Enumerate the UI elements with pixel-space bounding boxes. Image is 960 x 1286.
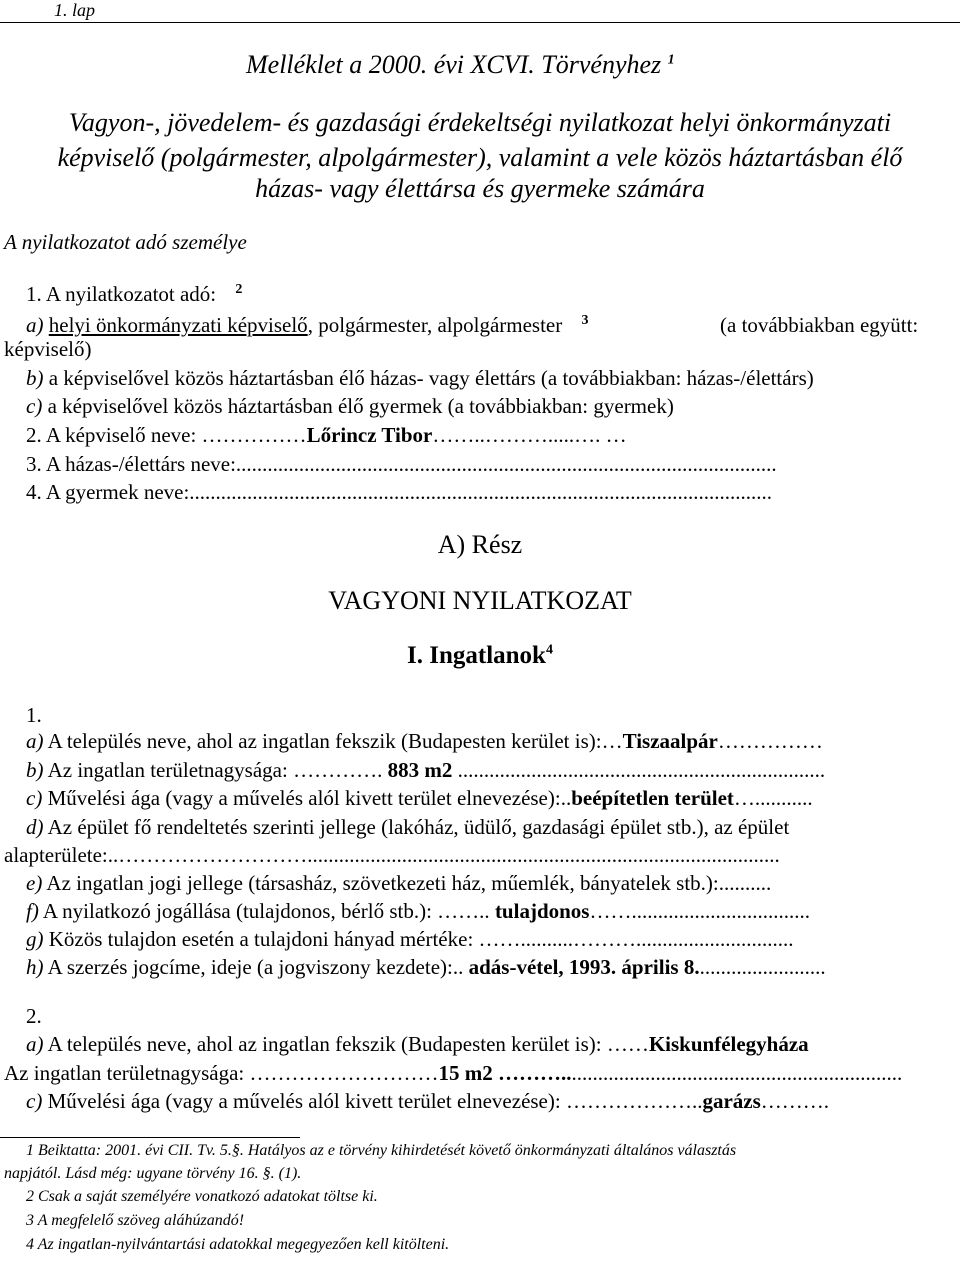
property-1-a-prefix: a): [26, 729, 44, 753]
footnote-marker-4: 4: [545, 642, 553, 658]
property-1-c-prefix: c): [26, 786, 43, 810]
property-1-number: 1.: [26, 703, 42, 727]
page-number-label: 1. lap: [54, 0, 96, 20]
property-1-settlement: [26, 729, 823, 754]
property-1-c-fill: …...........: [733, 786, 813, 810]
property-1-e-prefix: e): [26, 871, 43, 895]
option-a-prefix: a): [26, 313, 44, 337]
property-2-cultivation: [26, 1089, 829, 1114]
property-1-acquisition-value: adás-vétel, 1993. április 8.: [468, 955, 700, 979]
declarant-item-1-text: 1. A nyilatkozatot adó:: [26, 282, 217, 306]
property-1-ownership: [26, 899, 810, 924]
declarant-option-a: [26, 313, 589, 338]
property-1-a-fill: ……………: [717, 729, 823, 753]
representative-name-fill: ……..……….....…. …: [432, 423, 627, 447]
footnote-marker-2: 2: [235, 282, 243, 297]
property-1-cultivation: [26, 786, 813, 811]
child-name-row: 4. A gyermek neve:...............................................................................................................: [26, 480, 773, 504]
property-2-c-prefix: c): [26, 1089, 43, 1113]
property-1-f-fill: ……..................................: [589, 899, 810, 923]
property-1-floor-area: alapterülete:..………………………..........................................................................................: [4, 843, 780, 867]
declarant-item-1: [26, 282, 242, 307]
property-2-a-text: A település neve, ahol az ingatlan fekszik (Budapesten kerület is): ……: [47, 1032, 649, 1056]
declarant-section-label: A nyilatkozatot adó személye: [4, 230, 247, 254]
footnote-3: 3 A megfelelő szöveg aláhúzandó!: [26, 1212, 245, 1229]
document-title-line-2: képviselő (polgármester, alpolgármester), valamint a vele közös háztartásban élő: [57, 143, 903, 172]
footnote-4: 4 Az ingatlan-nyilvántartási adatokkal megegyezően kell kitölteni.: [26, 1236, 450, 1253]
property-2-number: 2.: [26, 1004, 42, 1028]
property-1-b-prefix: b): [26, 758, 44, 782]
document-title-line-1: Vagyon-, jövedelem- és gazdasági érdekeltségi nyilatkozat helyi önkormányzati: [68, 108, 892, 137]
representative-name-value: Lőrincz Tibor: [306, 423, 433, 447]
footnote-1-line-2: napjától. Lásd még: ugyane törvény 16. §. (1).: [4, 1165, 302, 1182]
real-estate-section-title: [0, 642, 960, 670]
spouse-name-row: 3. A házas-/élettárs neve:.......................................................................................................: [26, 452, 777, 476]
part-a-title: A) Rész: [437, 530, 523, 559]
option-a-tail: (a továbbiakban együtt:: [720, 313, 919, 337]
footnote-2: 2 Csak a saját személyére vonatkozó adatokat töltse ki.: [26, 1188, 378, 1205]
property-1-h-text: A szerzés jogcíme, ideje (a jogviszony kezdete):..: [47, 955, 464, 979]
option-b-text: a képviselővel közös háztartásban élő házas- vagy élettárs (a továbbiakban: házas-/élettárs): [48, 366, 814, 390]
option-b-prefix: b): [26, 366, 44, 390]
declaration-title: VAGYONI NYILATKOZAT: [328, 586, 632, 615]
property-1-ownership-value: tulajdonos: [494, 899, 590, 923]
property-2-area: [4, 1061, 946, 1086]
property-1-share: [26, 927, 946, 952]
property-2-b-text: Az ingatlan területnagysága: ………………………: [4, 1061, 439, 1085]
property-1-h-fill: ........................: [699, 955, 826, 979]
property-1-e-text: Az ingatlan jogi jellege (társasház, szövetkezeti ház, műemlék, bányatelek stb.):..........: [46, 871, 772, 895]
property-1-acquisition: [26, 955, 826, 980]
property-1-a-text: A település neve, ahol az ingatlan fekszik (Budapesten kerület is):…: [47, 729, 623, 753]
property-2-settlement: [26, 1032, 809, 1057]
property-2-a-prefix: a): [26, 1032, 44, 1056]
property-1-c-text: Művelési ága (vagy a művelés alól kivett terület elnevezése):..: [47, 786, 572, 810]
property-2-area-value: 15 m2 ………..: [438, 1061, 572, 1085]
property-1-b-text: Az ingatlan területnagysága: ………….: [47, 758, 383, 782]
property-1-d-prefix: d): [26, 815, 44, 839]
property-1-area: [26, 758, 946, 783]
option-c-prefix: c): [26, 394, 43, 418]
property-2-b-fill: ...............................................................: [571, 1061, 903, 1085]
footnote-1-line-1: 1 Beiktatta: 2001. évi CII. Tv. 5.§. Hatályos az e törvény kihirdetését követő önkormányzati általános választás: [26, 1142, 737, 1159]
declarant-option-c: [26, 394, 674, 419]
property-1-area-value: 883 m2: [387, 758, 453, 782]
property-1-settlement-value: Tiszaalpár: [622, 729, 718, 753]
footnote-marker-3: 3: [581, 313, 589, 328]
property-1-g-prefix: g): [26, 927, 44, 951]
option-a-underlined: helyi önkormányzati képviselő: [48, 313, 308, 337]
representative-name-row: [26, 423, 627, 448]
property-1-legal-nature: [26, 871, 946, 896]
real-estate-section-text: I. Ingatlanok: [407, 642, 546, 669]
representative-name-label: 2. A képviselő neve: ……………: [26, 423, 307, 447]
property-2-c-text: Művelési ága (vagy a művelés alól kivett terület elnevezése): ………………..: [47, 1089, 703, 1113]
option-a-rest: , polgármester, alpolgármester: [307, 313, 563, 337]
appendix-reference: [246, 50, 675, 80]
option-a-continuation: képviselő): [4, 337, 92, 361]
property-1-cultivation-value: beépítetlen terület: [571, 786, 734, 810]
footnote-divider: [0, 1137, 300, 1138]
declarant-option-b: [26, 366, 814, 391]
property-1-g-text: Közös tulajdon esetén a tulajdoni hányad mértéke: ……..........………..............................: [48, 927, 794, 951]
property-1-d-text: Az épület fő rendeltetés szerinti jellege (lakóház, üdülő, gazdasági épület stb.), az épület: [47, 815, 790, 839]
property-2-c-fill: ……….: [760, 1089, 830, 1113]
property-1-b-fill: ......................................................................: [452, 758, 826, 782]
top-divider: [0, 22, 960, 23]
property-2-settlement-value: Kiskunfélegyháza: [648, 1032, 809, 1056]
property-1-f-prefix: f): [26, 899, 39, 923]
property-1-h-prefix: h): [26, 955, 44, 979]
option-c-text: a képviselővel közös háztartásban élő gyermek (a továbbiakban: gyermek): [47, 394, 674, 418]
property-1-building-type: [26, 815, 789, 840]
property-2-cultivation-value: garázs: [702, 1089, 761, 1113]
footnote-marker-1: 1: [667, 52, 675, 68]
property-1-f-text: A nyilatkozó jogállása (tulajdonos, bérlő stb.): ……..: [42, 899, 490, 923]
appendix-text: Melléklet a 2000. évi XCVI. Törvényhez: [246, 50, 662, 79]
document-title-line-3: házas- vagy élettársa és gyermeke számára: [255, 174, 705, 203]
